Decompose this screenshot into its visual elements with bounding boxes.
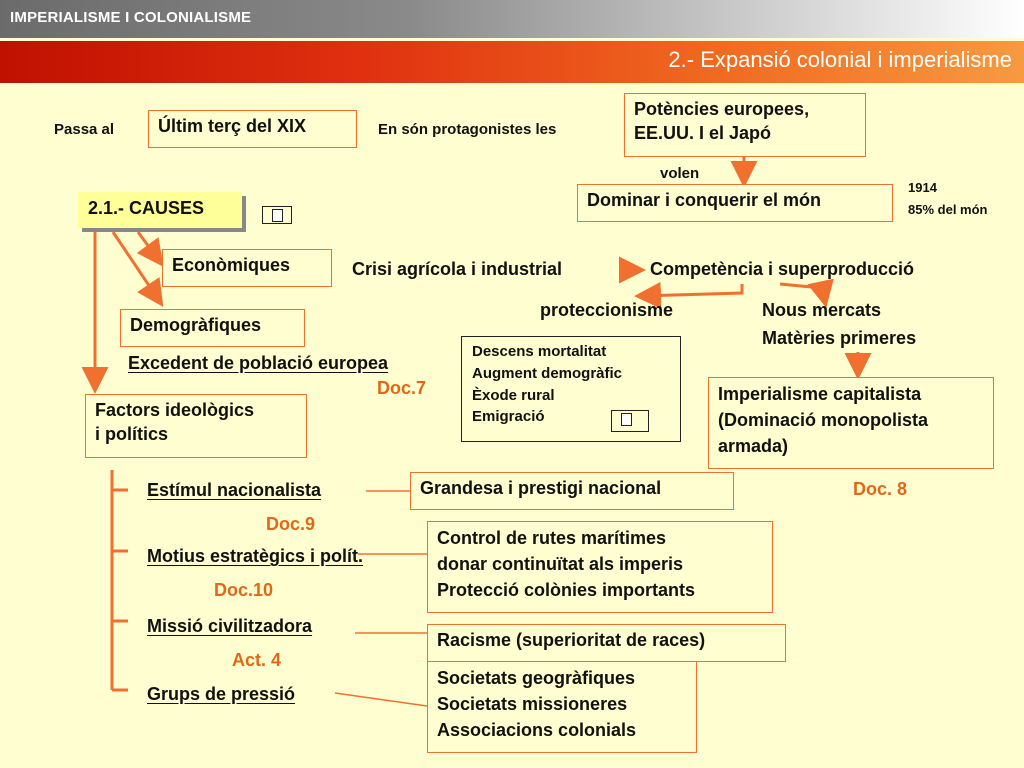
grandesa-text: Grandesa i prestigi nacional [420,478,662,498]
doc9-link[interactable]: Doc.9 [266,514,316,534]
societats-line-2: Societats missioneres [437,694,628,715]
document-link-icon[interactable] [611,410,649,432]
arrow-causes-economiques [138,232,160,262]
arrow-causes-demografiques [113,232,160,302]
course-title: IMPERIALISME I COLONIALISME [10,9,252,26]
causes-heading-box [78,192,242,228]
imperialisme-line-2: (Dominació monopolista [718,410,929,431]
demo-item: Descens mortalitat [472,343,607,360]
economiques-box [162,249,332,287]
grups-text: Grups de pressió [147,684,296,704]
control-line-2: donar continuïtat als imperis [437,554,684,575]
potencies-line-2: EE.UU. I el Japó [634,123,772,144]
grandesa-box [410,472,734,510]
doc8-link[interactable]: Doc. 8 [853,479,908,499]
ultim-terc-text: Últim terç del XIX [158,116,307,136]
factors-box [85,394,307,458]
stat-pct: 85% [908,202,935,217]
societats-line-1: Societats geogràfiques [437,668,636,688]
factors-line-1: Factors ideològics [95,400,255,420]
potencies-line-1: Potències europees, [634,99,810,119]
doc7-link[interactable]: Doc.7 [377,378,427,398]
competencia-text: Competència i superproducció [650,259,915,279]
economiques-text: Econòmiques [172,255,291,275]
causes-heading: 2.1.- CAUSES [88,198,205,218]
link-grups-societats [335,693,427,706]
societats-box [427,661,697,753]
motius-text: Motius estratègics i polít. [147,546,364,566]
estimul-text: Estímul nacionalista [147,480,322,500]
demo-item: Emigració [472,408,545,426]
doc10-link[interactable]: Doc.10 [214,580,274,600]
missio-text: Missió civilitzadora [147,616,313,636]
stat-year: 1914 [908,180,937,195]
factors-line-2: i polítics [95,424,169,445]
materies-text: Matèries primeres [762,328,917,348]
potencies-box [624,93,866,157]
dominar-box [577,184,893,222]
imperialisme-line-3: armada) [718,436,789,457]
ultim-terc-box [148,110,357,148]
control-line-1: Control de rutes marítimes [437,528,667,548]
volen-label: volen [660,165,700,182]
demografiques-text: Demogràfiques [130,315,262,335]
control-box [427,521,773,613]
demo-item: Augment demogràfic [472,364,623,382]
imperialisme-line-1: Imperialisme capitalista [718,384,922,404]
racisme-box [427,624,786,662]
passa-al-label: Passa al [54,121,115,138]
document-link-icon[interactable] [262,206,292,224]
protagonistes-label: En són protagonistes les [378,121,557,138]
arrow-competencia-proteccionisme [640,284,742,296]
stat-line [908,202,988,217]
act4-link[interactable]: Act. 4 [232,650,282,670]
racisme-text: Racisme (superioritat de races) [437,630,706,650]
control-line-3: Protecció colònies importants [437,580,696,601]
excedent-text: Excedent de població europea [128,353,389,373]
dominar-text: Dominar i conquerir el món [587,190,822,210]
demografiques-box [120,309,305,347]
imperialisme-box [708,377,994,469]
nous-mercats-text: Nous mercats [762,300,882,320]
proteccionisme-text: proteccionisme [540,300,674,320]
crisi-text: Crisi agrícola i industrial [352,259,563,279]
demo-item: Èxode rural [472,386,555,404]
stat-suffix: del món [937,202,988,217]
slide-title: 2.- Expansió colonial i imperialisme [668,47,1012,72]
societats-line-3: Associacions colonials [437,720,637,741]
